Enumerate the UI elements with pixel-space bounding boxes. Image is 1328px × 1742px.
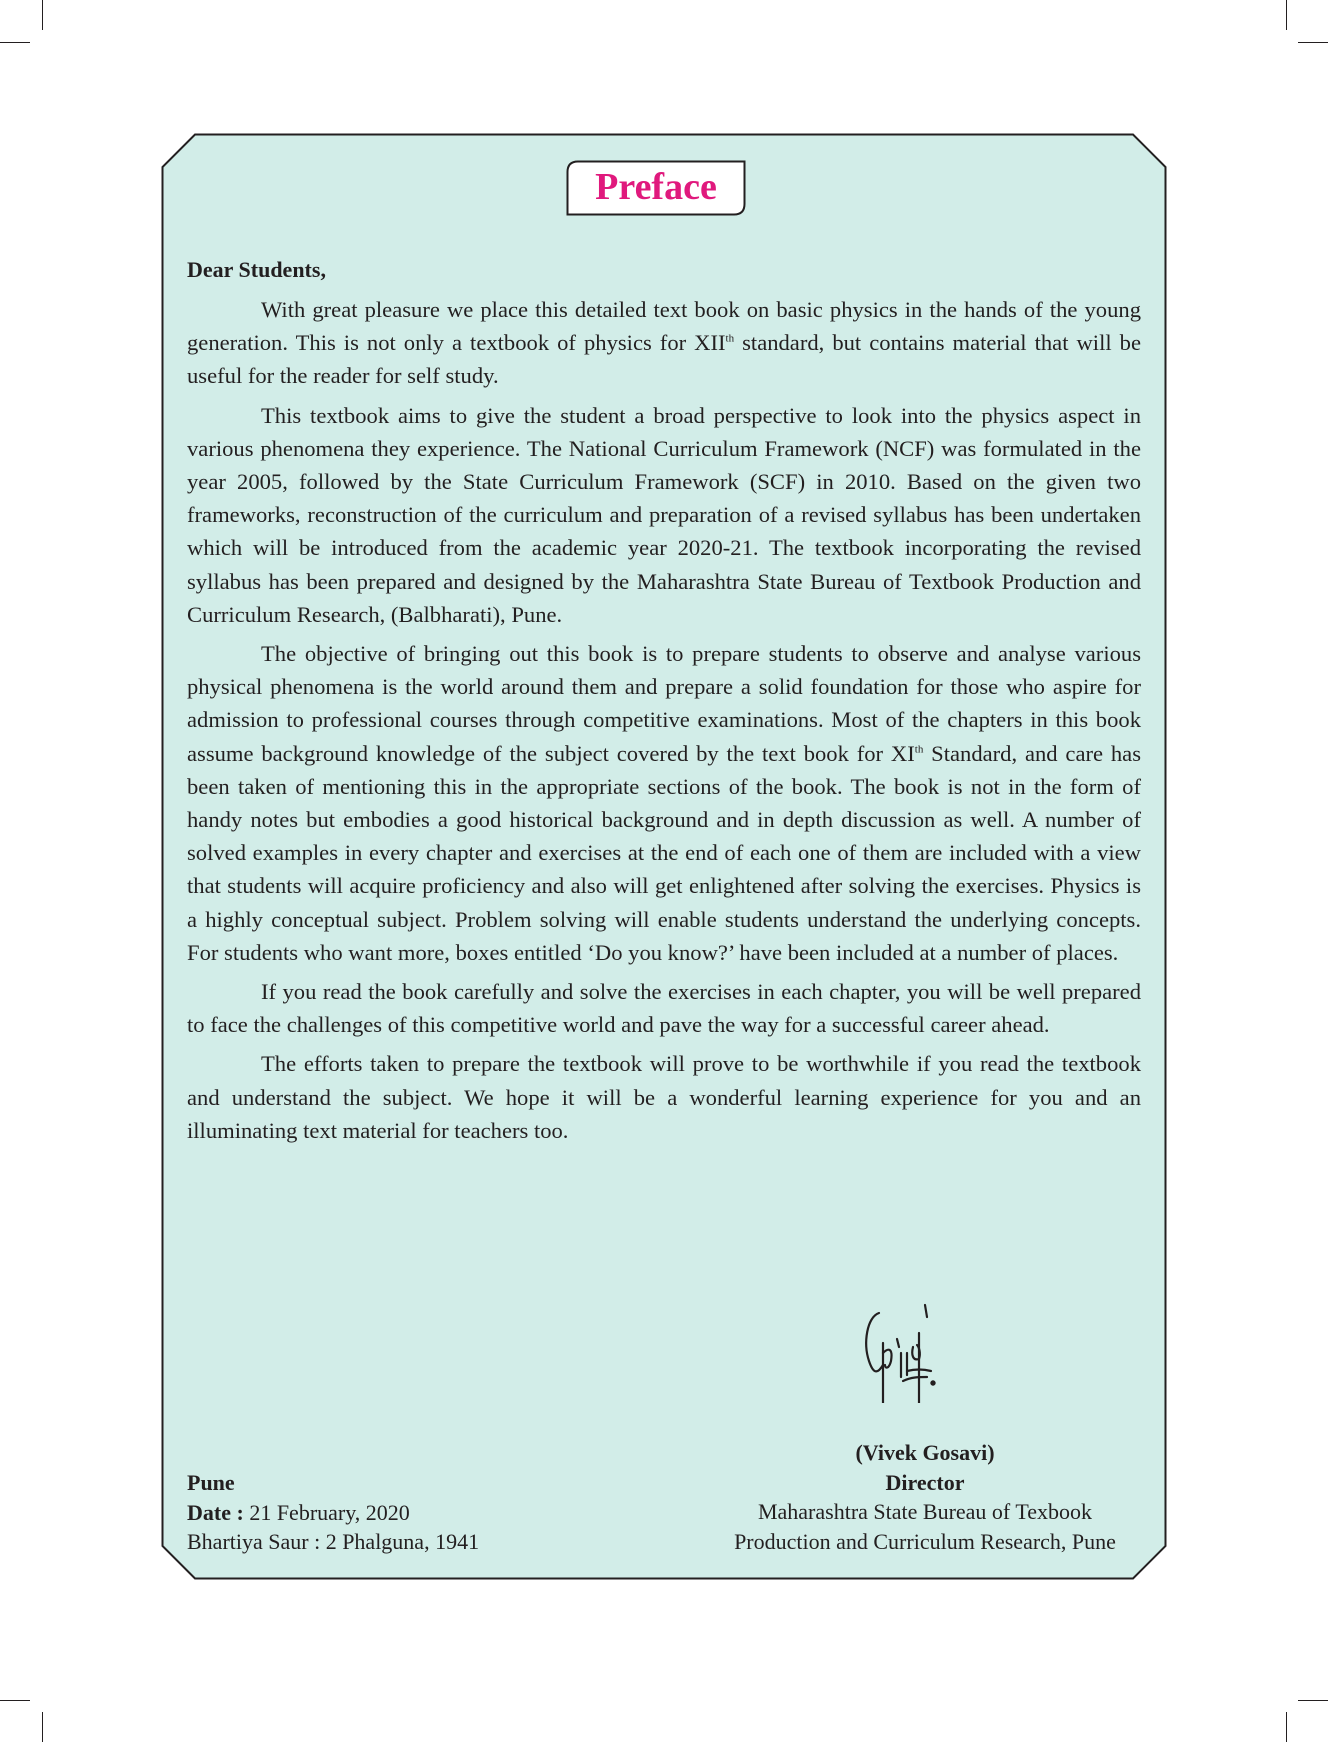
organization-line: Production and Curriculum Research, Pune xyxy=(734,1528,1116,1554)
crop-mark xyxy=(1298,42,1328,43)
paragraph: The efforts taken to prepare the textbook will prove to be worthwhile if you read the textbook and understand the subject. We hope it will be a wonderful learning experience for you and an illuminating text material for teachers too. xyxy=(187,1051,1141,1143)
saka-date: Bhartiya Saur : 2 Phalguna, 1941 xyxy=(187,1529,480,1554)
crop-mark xyxy=(1286,0,1287,30)
handwritten-signature xyxy=(849,1303,979,1403)
crop-mark xyxy=(42,1712,43,1742)
paragraph: With great pleasure we place this detailed text book on basic physics in the hands of the young generation. This is not only a textbook of physics for XIIth standard, but contains material that will be useful for the reader for self study. xyxy=(187,297,1141,389)
crop-mark xyxy=(0,1700,30,1701)
signatory-name: (Vivek Gosavi) xyxy=(855,1440,995,1465)
title-box xyxy=(566,160,746,214)
paragraph: The objective of bringing out this book is to prepare students to observe and analyse various physical phenomena is the world around them and prepare a solid foundation for those who aspire for admission to professional courses through competitive examinations. Most of the chapters in this book assume background knowledge of the subject covered by the text book for XIth Standard, and care has been taken of mentioning this in the appropriate sections of the book. The book is not in the form of handy notes but embodies a good historical background and in depth discussion as well. A number of solved examples in every chapter and exercises at the end of each one of them are included with a view that students will acquire proficiency and also will get enlightened after solving the exercises. Physics is a highly conceptual subject. Problem solving will enable students understand the underlying concepts. For students who want more, boxes entitled ‘Do you know?’ have been included at a number of places. xyxy=(187,641,1141,965)
date-value: 21 February, 2020 xyxy=(243,1499,410,1525)
paragraph: If you read the book carefully and solve the exercises in each chapter, you will be well prepared to face the challenges of this competitive world and pave the way for a successful career ahead. xyxy=(187,979,1141,1038)
organization-line: Maharashtra State Bureau of Texbook xyxy=(757,1499,1093,1524)
page-title: Preface xyxy=(595,166,717,208)
crop-mark xyxy=(42,0,43,30)
letter-body xyxy=(187,293,1141,1153)
crop-mark xyxy=(0,42,30,43)
salutation: Dear Students, xyxy=(187,257,326,282)
signatory-block xyxy=(705,1438,1145,1556)
date-label: Date : xyxy=(187,1499,244,1525)
crop-mark xyxy=(1298,1700,1328,1701)
signatory-designation: Director xyxy=(885,1469,965,1495)
place: Pune xyxy=(187,1470,235,1495)
crop-mark xyxy=(1286,1712,1287,1742)
preface-panel xyxy=(161,133,1167,1580)
place-date-block xyxy=(187,1468,479,1557)
paragraph: This textbook aims to give the student a broad perspective to look into the physics aspect in various phenomena they experience. The National Curriculum Framework (NCF) was formulated in the year 2005, followed by the State Curriculum Framework (SCF) in 2010. Based on the given two frameworks, reconstruction of the curriculum and preparation of a revised syllabus has been undertaken which will be introduced from the academic year 2020-21. The textbook incorporating the revised syllabus has been prepared and designed by the Maharashtra State Bureau of Textbook Production and Curriculum Research, (Balbharati), Pune. xyxy=(187,402,1141,627)
date-line xyxy=(187,1498,479,1528)
